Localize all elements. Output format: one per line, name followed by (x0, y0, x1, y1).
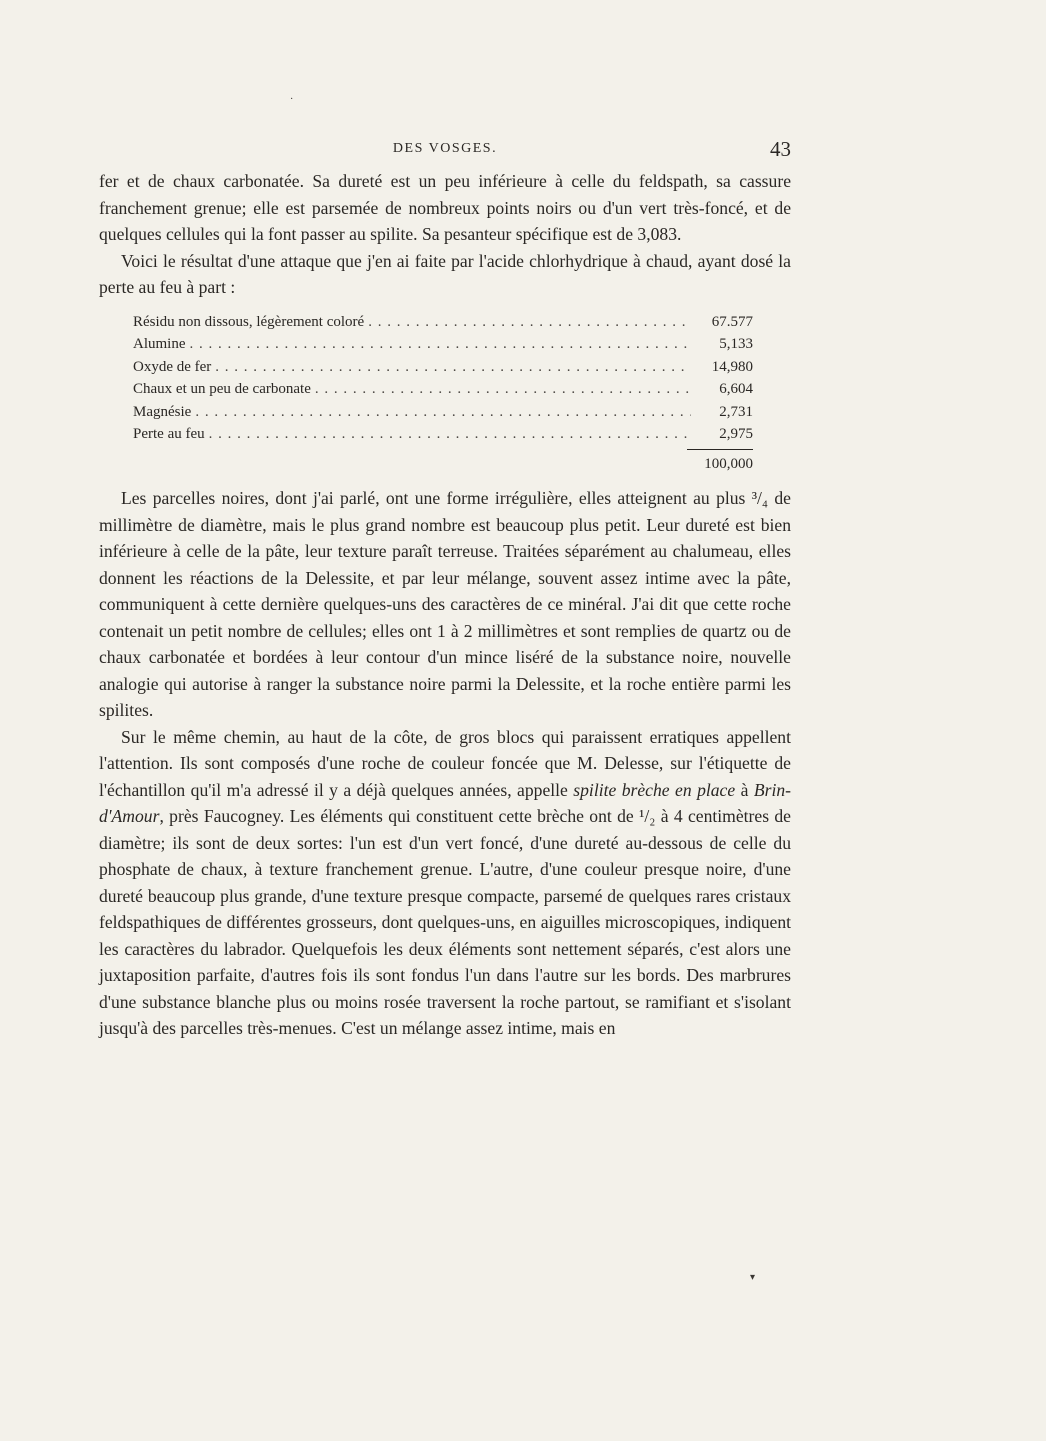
body-text (99, 168, 791, 1042)
text-run: à (735, 779, 754, 800)
table-row (133, 333, 753, 356)
paragraph-continuation: fer et de chaux carbonatée. Sa dureté est un peu inférieure à celle du feldspath, sa cassure franchement grenue; elle est parsemée de nombreux points noirs ou d'un vert très-foncé, et de quelques cellules qui la font passer au spilite. Sa pesanteur spécifique est de 3,083. (99, 171, 791, 244)
leader-dots (191, 401, 691, 424)
print-speck: ▾ (750, 1272, 756, 1283)
component-value: 14,980 (711, 358, 753, 375)
text-run: , près Faucogney. Les éléments qui constituent cette brèche ont de (159, 806, 640, 827)
total-row (133, 449, 753, 475)
running-title: DES VOSGES. (392, 141, 498, 156)
component-label: Alumine (133, 336, 186, 353)
component-value: 67.577 (711, 313, 753, 330)
paragraph-black-particles (99, 485, 791, 724)
total-value: 100,000 (687, 449, 753, 475)
table-row (133, 423, 753, 446)
table-row (133, 311, 753, 334)
component-value: 2,975 (719, 426, 753, 443)
fraction: ³/₄ (751, 488, 769, 509)
table-row (133, 401, 753, 424)
component-value: 5,133 (719, 336, 753, 353)
text-run: de millimètre de diamètre, mais le plus grand nombre est beaucoup plus petit. Leur dureté est bien inférieure à celle de la pâte, leur texture paraît terreuse. Traitées séparément au chalumeau, elles donnent les réactions de la Delessite, et par leur mélange, souvent assez intime avec la pâte, communiquent à cette dernière quelques-uns des caractères de ce minéral. J'ai dit que cette roche contenait un petit nombre de cellules; elles ont 1 à 2 millimètres et sont remplies de quartz ou de chaux carbonatée et bordées à leur contour d'un mince liséré de la substance noire, nouvelle analogie qui autorise à ranger la substance noire parmi la Delessite, et la roche entière parmi les spilites. (99, 488, 791, 721)
component-label: Oxyde de fer (133, 358, 212, 375)
leader-dots (311, 378, 691, 401)
component-label: Chaux et un peu de carbonate (133, 381, 311, 398)
text-run: à 4 centimètres de diamètre; ils sont de deux sortes: l'un est d'un vert foncé, d'une dureté au-dessous de celle du phosphate de chaux, à texture franchement grenue. L'autre, d'une couleur presque noire, d'une dureté beaucoup plus grande, d'une texture presque compacte, parsemé de quelques rares cristaux feldspathiques de différentes grosseurs, dont quelques-uns, en aiguilles microscopiques, indiquent les caractères du labrador. Quelquefois les deux éléments sont nettement séparés, c'est alors une juxtaposition parfaite, d'autres fois ils sont fondus l'un dans l'autre sur les bords. Des marbrures d'une substance blanche plus ou moins rosée traversent la roche partout, se ramifiant et s'isolant jusqu'à des parcelles très-menues. C'est un mélange assez intime, mais en (99, 806, 791, 1039)
table-row (133, 356, 753, 379)
italic-place-name: Brin-d'Amour (99, 779, 791, 827)
leader-dots (186, 333, 692, 356)
leader-dots (364, 311, 691, 334)
text-run: Les parcelles noires, dont j'ai parlé, ont une forme irrégulière, elles atteignent au plus (121, 488, 752, 509)
leader-dots (205, 423, 691, 446)
component-label: Perte au feu (133, 426, 205, 443)
leader-dots (211, 356, 691, 379)
paragraph-erratic-blocks (99, 724, 791, 1042)
fraction: ¹/₂ (639, 806, 656, 827)
analysis-table (133, 311, 753, 476)
component-label: Résidu non dissous, légèrement coloré (133, 313, 365, 330)
italic-term: spilite brèche en place (573, 779, 736, 800)
running-head (99, 137, 791, 161)
text-run: Sur le même chemin, au haut de la côte, de gros blocs qui paraissent erratiques appellent l'attention. Ils sont composés d'une roche de couleur foncée que M. Delesse, sur l'étiquette de l'échantillon qu'il m'a adressé il y a déjà quelques années, appelle (99, 726, 791, 800)
component-value: 2,731 (719, 403, 753, 420)
print-speck: · (290, 94, 294, 105)
component-label: Magnésie (133, 403, 192, 420)
component-value: 6,604 (719, 381, 753, 398)
paragraph-analysis-intro: Voici le résultat d'une attaque que j'en ai faite par l'acide chlorhydrique à chaud, ayant dosé la perte au feu à part : (99, 250, 791, 297)
page-number: 43 (770, 137, 791, 161)
table-row (133, 378, 753, 401)
